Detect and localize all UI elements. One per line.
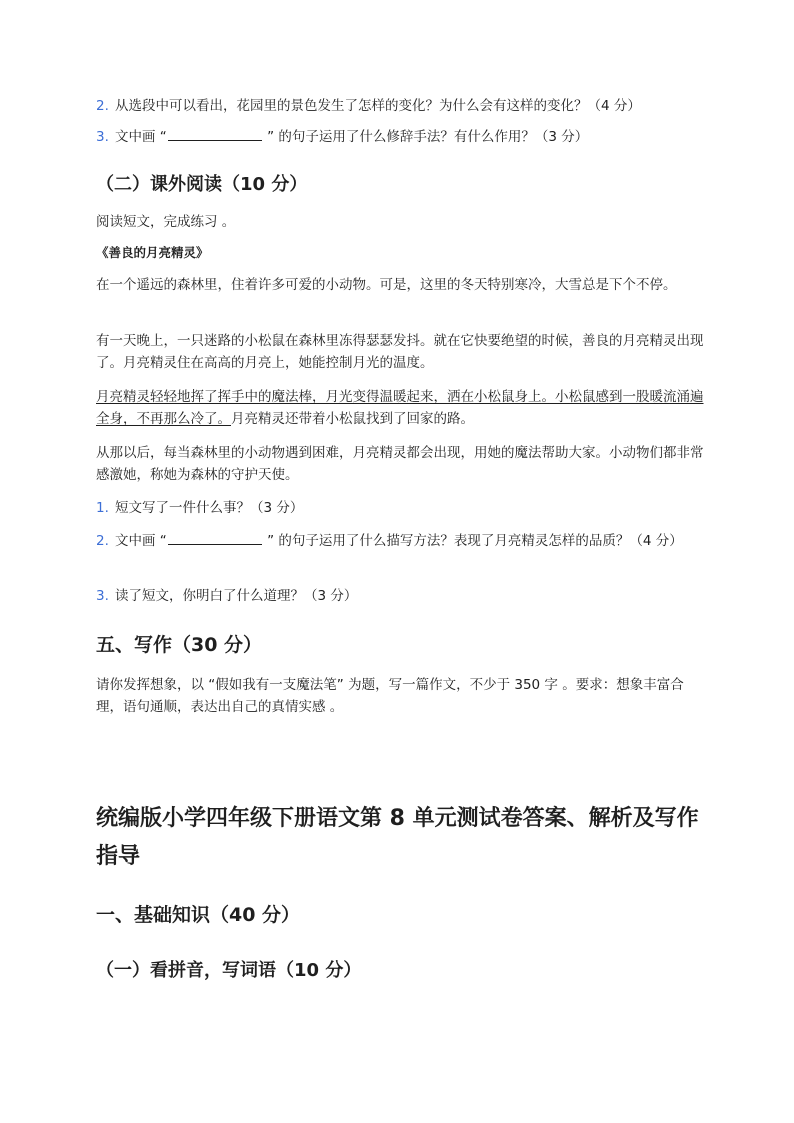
question-text: 短文写了一件什么事？（3 分） (115, 500, 304, 516)
in-class-question-3 (96, 126, 706, 148)
question-number: 1. (96, 500, 109, 516)
paragraph-rest: 月亮精灵还带着小松鼠找到了回家的路。 (231, 411, 474, 427)
extra-reading-heading: （二）课外阅读（10 分） (96, 174, 308, 195)
extra-reading-instruction: 阅读短文，完成练习 。 (96, 214, 236, 230)
question-text-post: ” 的句子运用了什么描写方法？表现了月亮精灵怎样的品质？（4 分） (262, 533, 683, 549)
underline-blank (168, 128, 262, 141)
question-number: 2. (96, 533, 109, 549)
question-text: 从选段中可以看出，花园里的景色发生了怎样的变化？为什么会有这样的变化？（4 分） (115, 98, 641, 114)
writing-prompt: 请你发挥想象，以 “假如我有一支魔法笔” 为题，写一篇作文，不少于 350 字 。要求：想象丰富合理，语句通顺，表达出自己的真情实感 。 (96, 677, 684, 715)
question-number: 3. (96, 588, 109, 604)
extra-question-2 (96, 530, 706, 552)
answer-title: 统编版小学四年级下册语文第 8 单元测试卷答案、解析及写作指导 (96, 806, 699, 869)
extra-question-1 (96, 497, 706, 519)
story-paragraph-4: 从那以后，每当森林里的小动物遇到困难，月亮精灵都会出现，用她的魔法帮助大家。小动物们都非常感激她，称她为森林的守护天使。 (96, 445, 704, 483)
answer-subsection-heading: （一）看拼音，写词语（10 分） (96, 960, 362, 981)
story-paragraph-1: 在一个遥远的森林里，住着许多可爱的小动物。可是，这里的冬天特别寒冷，大雪总是下个不停。 (96, 277, 677, 293)
story-title: 《善良的月亮精灵》 (96, 245, 209, 260)
story-paragraph-3 (96, 386, 706, 430)
in-class-question-2 (96, 95, 706, 117)
writing-heading: 五、写作（30 分） (96, 634, 263, 656)
question-text: 读了短文，你明白了什么道理？（3 分） (115, 588, 358, 604)
question-number: 2. (96, 98, 109, 114)
story-paragraph-2: 有一天晚上，一只迷路的小松鼠在森林里冻得瑟瑟发抖。就在它快要绝望的时候，善良的月亮精灵出现了。月亮精灵住在高高的月亮上，她能控制月光的温度。 (96, 333, 704, 371)
question-number: 3. (96, 129, 109, 145)
question-text-pre: 文中画 “ (115, 533, 167, 549)
answer-section-1-heading: 一、基础知识（40 分） (96, 904, 301, 926)
question-text-pre: 文中画 “ (115, 129, 167, 145)
underlined-sentence: 月亮精灵轻轻地挥了挥手中的魔法棒，月光变得温暖起来，洒在小松鼠身上。小松鼠感到一股暖流涌遍全身，不再那么冷了。 (96, 389, 704, 427)
underline-blank (168, 532, 262, 545)
question-text-post: ” 的句子运用了什么修辞手法？有什么作用？（3 分） (262, 129, 589, 145)
extra-question-3 (96, 585, 706, 607)
